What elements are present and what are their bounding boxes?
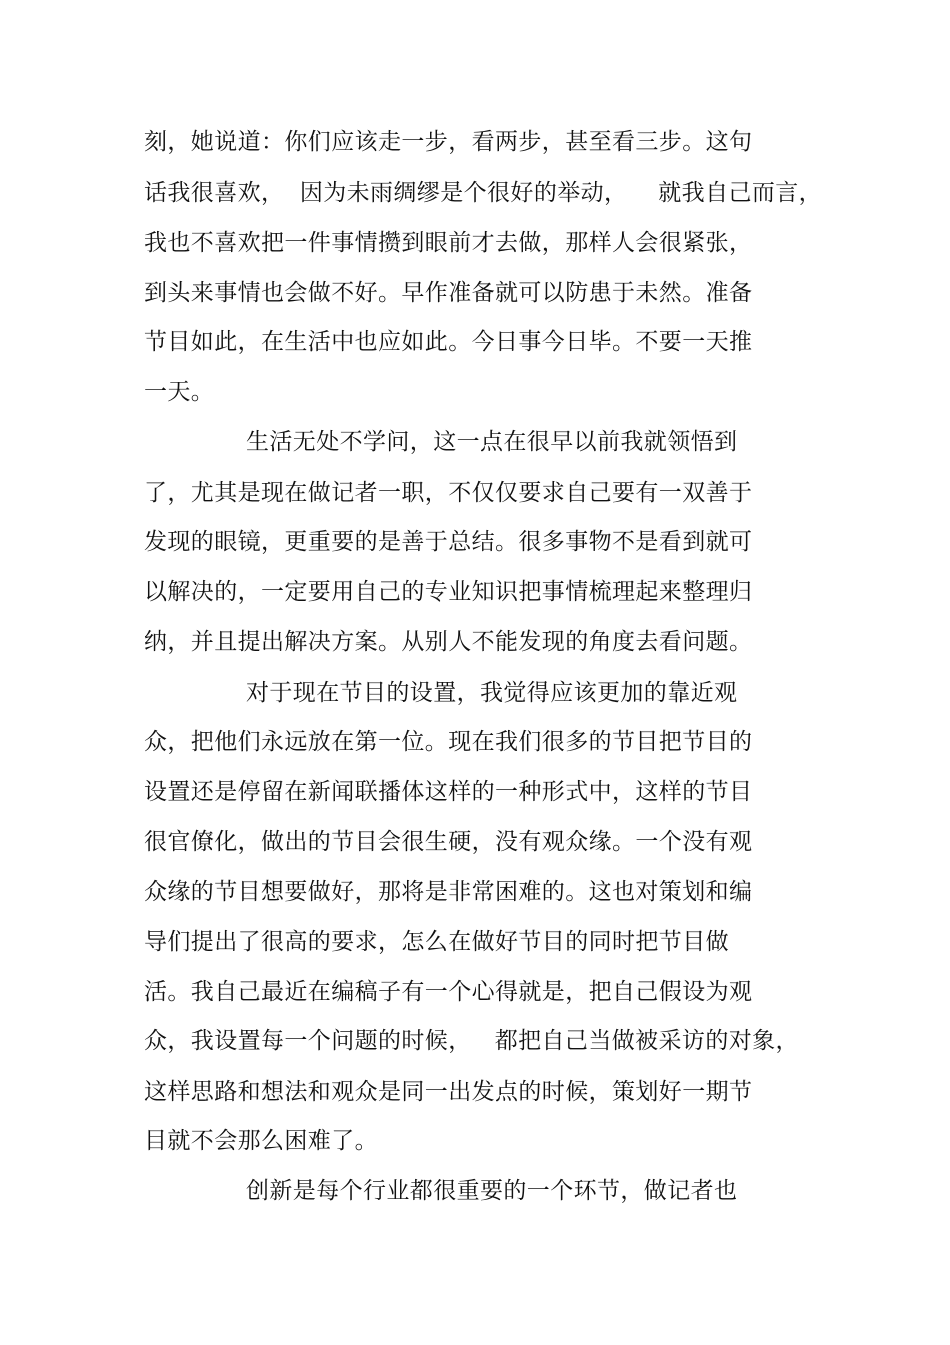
text-line: 导们提出了很高的要求，怎么在做好节目的同时把节目做 (144, 929, 729, 955)
text-line: 纳，并且提出解决方案。从别人不能发现的角度去看问题。 (144, 629, 753, 655)
paragraph-start-line: 对于现在节目的设置，我觉得应该更加的靠近观 (246, 680, 738, 706)
text-line: 了，尤其是现在做记者一职，不仅仅要求自己要有一双善于 (144, 480, 753, 506)
text-line: 到头来事情也会做不好。早作准备就可以防患于未然。准备 (144, 280, 753, 306)
text-line: 节目如此，在生活中也应如此。今日事今日毕。不要一天推 (144, 329, 753, 355)
text-line: 我也不喜欢把一件事情攒到眼前才去做，那样人会很紧张， (144, 230, 753, 256)
text-line: 话我很喜欢， 因为未雨绸缪是个很好的举动， 就我自己而言， (144, 180, 823, 206)
text-line: 一天。 (144, 379, 215, 405)
text-line: 很官僚化，做出的节目会很生硬，没有观众缘。一个没有观 (144, 829, 753, 855)
paragraph-start-line: 创新是每个行业都很重要的一个环节，做记者也 (246, 1178, 738, 1204)
text-line: 众缘的节目想要做好，那将是非常困难的。这也对策划和编 (144, 879, 753, 905)
text-line: 以解决的，一定要用自己的专业知识把事情梳理起来整理归 (144, 579, 753, 605)
text-line: 刻，她说道：你们应该走一步，看两步，甚至看三步。这句 (144, 129, 753, 155)
text-line: 众，把他们永远放在第一位。现在我们很多的节目把节目的 (144, 729, 753, 755)
text-line: 活。我自己最近在编稿子有一个心得就是，把自己假设为观 (144, 979, 753, 1005)
paragraph-start-line: 生活无处不学问，这一点在很早以前我就领悟到 (246, 429, 738, 455)
text-line: 设置还是停留在新闻联播体这样的一种形式中，这样的节目 (144, 779, 753, 805)
text-line: 发现的眼镜，更重要的是善于总结。很多事物不是看到就可 (144, 529, 753, 555)
text-line: 目就不会那么困难了。 (144, 1128, 378, 1154)
text-line: 众，我设置每一个问题的时候， 都把自己当做被采访的对象， (144, 1028, 799, 1054)
text-line: 这样思路和想法和观众是同一出发点的时候，策划好一期节 (144, 1079, 753, 1105)
